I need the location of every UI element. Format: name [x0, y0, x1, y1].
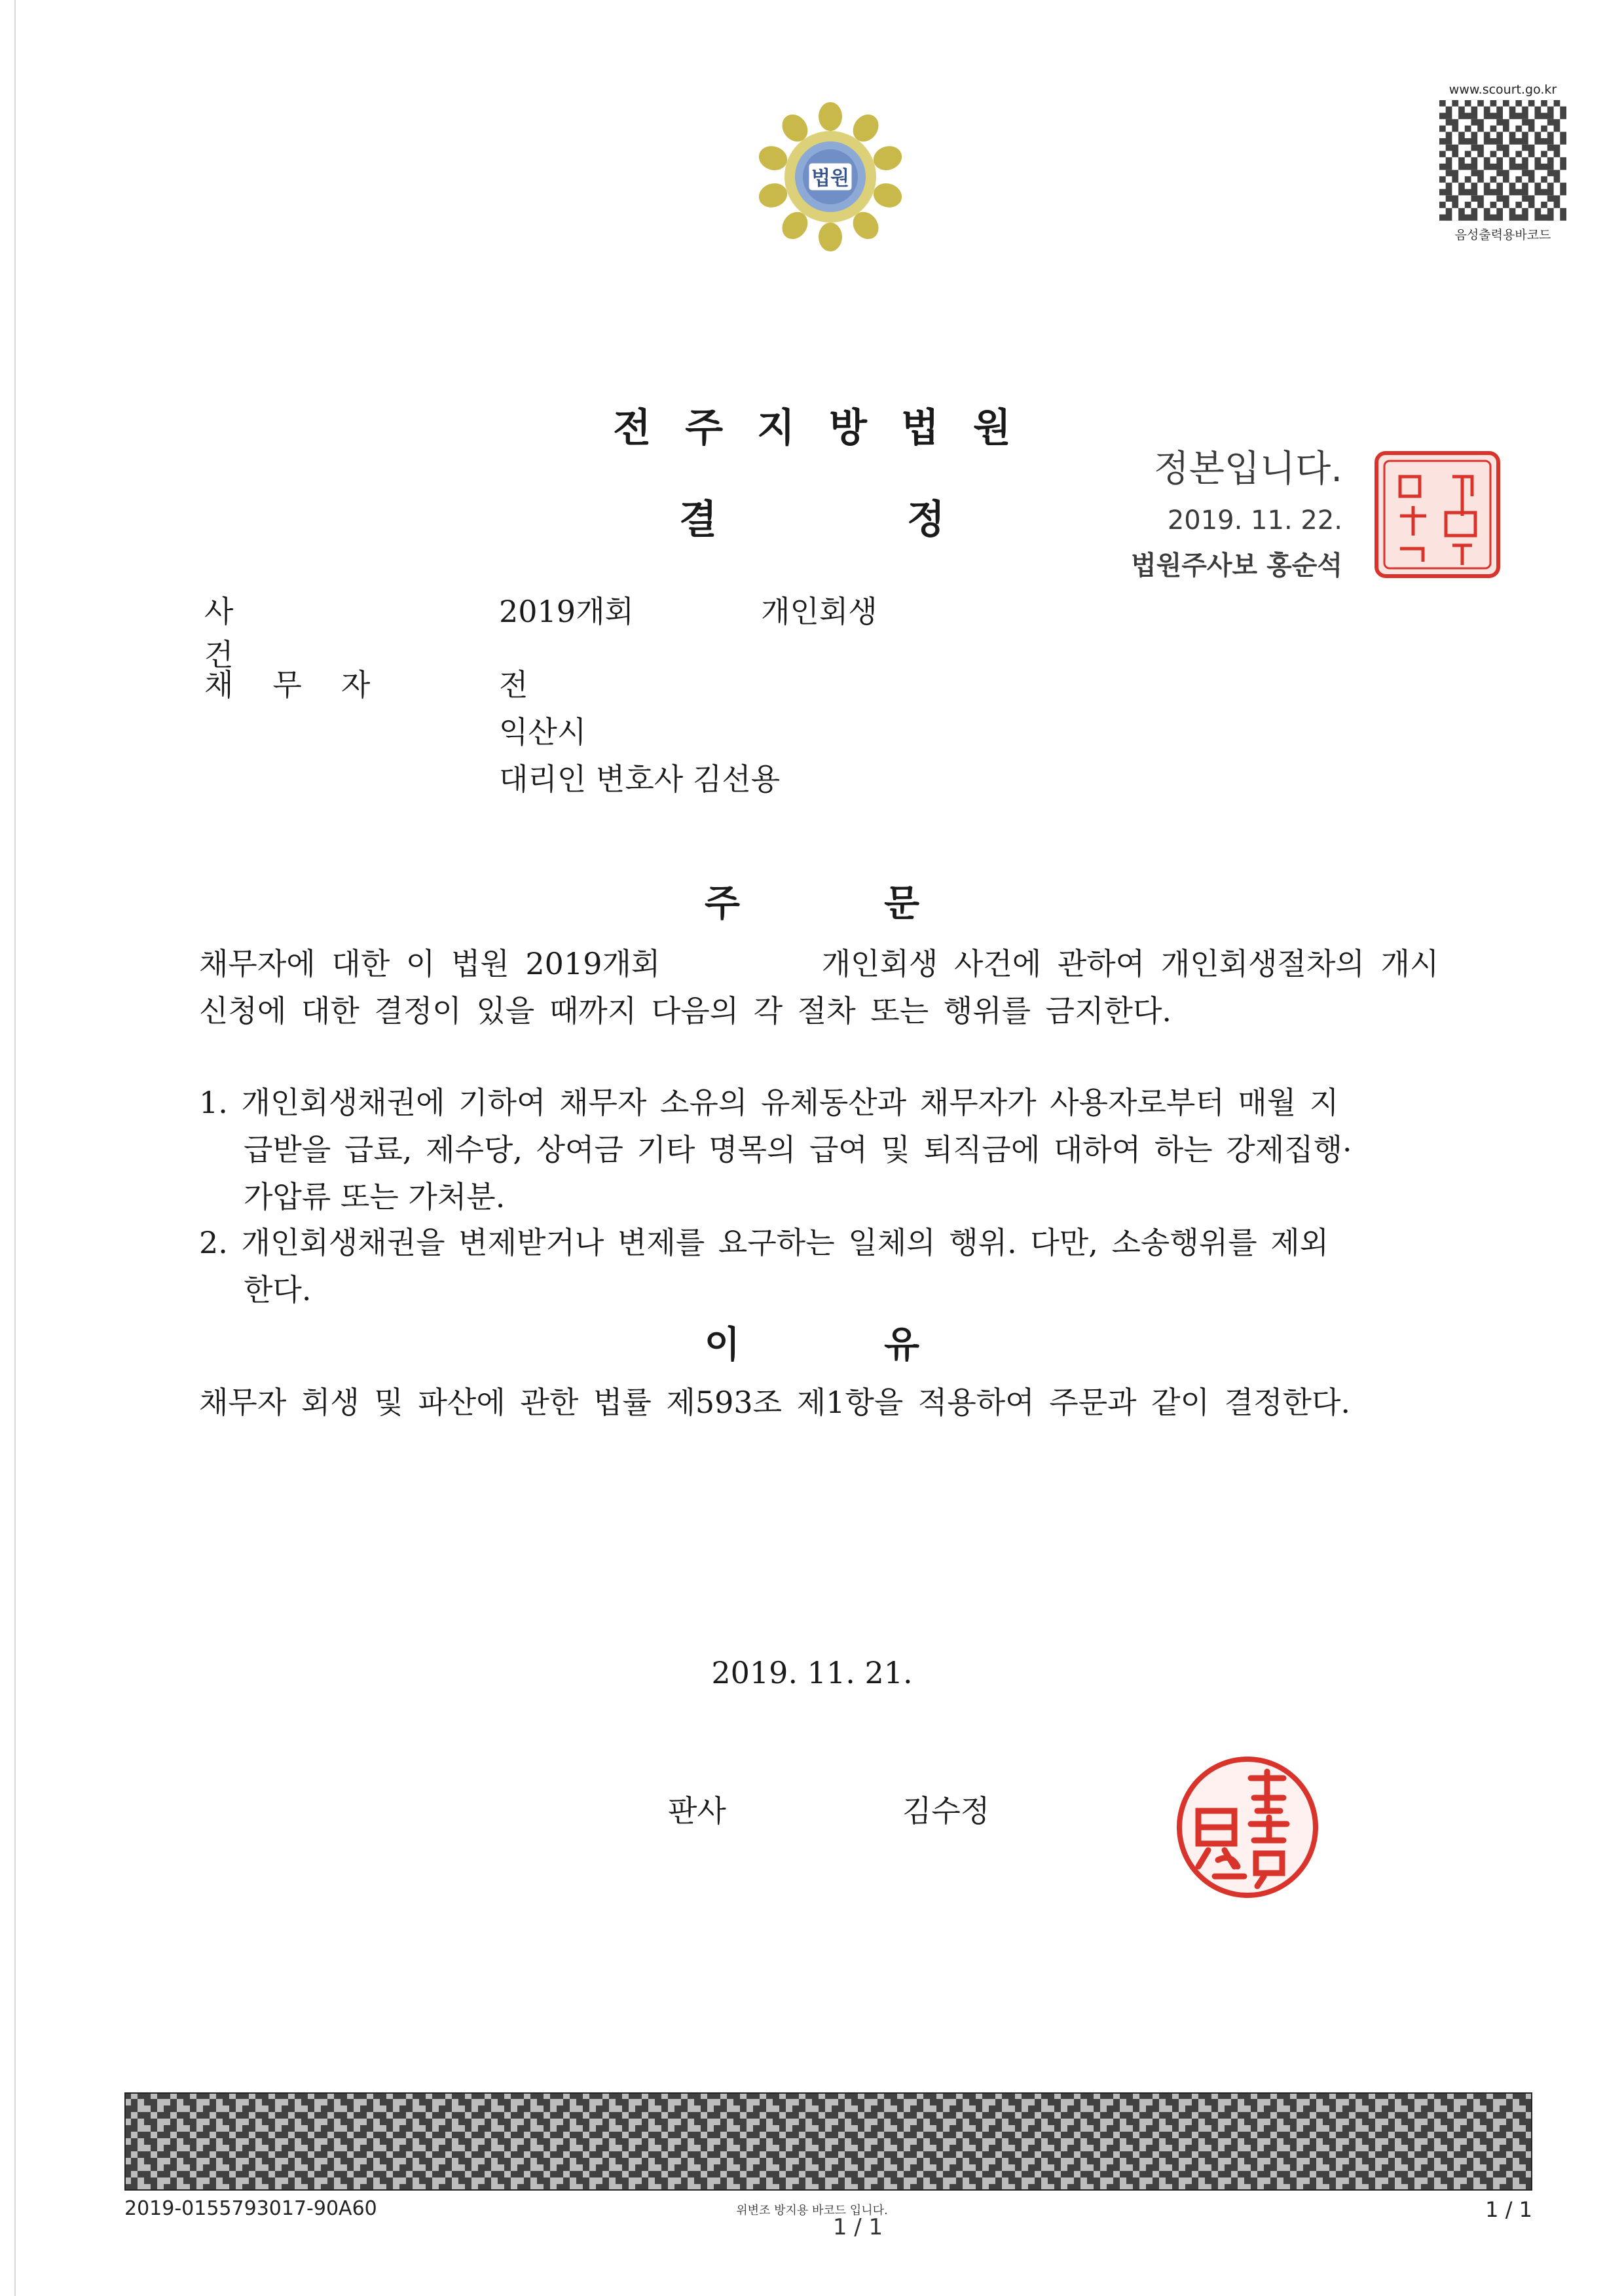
- certification-officer: 법원주사보 홍순석: [1130, 551, 1342, 581]
- judge-seal-round: [1172, 1752, 1323, 1903]
- court-name-title: 전주지방법원: [613, 405, 1045, 451]
- order-item1-line1: 1. 개인회생채권에 기하여 채무자 소유의 유체동산과 채무자가 사용자로부터 매월 지: [199, 1085, 1339, 1120]
- certification-date: 2019. 11. 22.: [1167, 505, 1342, 536]
- barcode-note: 위변조 방지용 바코드 입니다.: [736, 2204, 888, 2217]
- debtor-address: 익산시: [499, 714, 587, 750]
- qr-url: www.scourt.go.kr: [1449, 82, 1557, 97]
- qr-caption: 음성출력용바코드: [1454, 228, 1551, 242]
- debtor-name: 전: [499, 667, 528, 702]
- debtor-label: 채무자: [204, 667, 410, 702]
- certified-copy-label: 정본입니다.: [1153, 448, 1342, 490]
- qr-code-icon: [1439, 100, 1566, 221]
- reason-text: 채무자 회생 및 파산에 관한 법률 제593조 제1항을 적용하여 주문과 같이 결정한다.: [199, 1385, 1351, 1420]
- page-number-center: 1 / 1: [832, 2214, 883, 2240]
- case-type: 개인회생: [761, 594, 877, 629]
- order-text-line1: 채무자에 대한 이 법원 2019개회 개인회생 사건에 관하여 개인회생절차의 개시: [199, 946, 1439, 981]
- judge-name: 김수정: [902, 1793, 990, 1829]
- emblem-text: 법원: [811, 167, 849, 190]
- order-item1-line2: 급받을 급료, 제수당, 상여금 기타 명목의 급여 및 퇴직금에 대하여 하는 강제집행·: [244, 1132, 1352, 1167]
- court-emblem-icon: [752, 98, 909, 255]
- judge-title: 판사: [668, 1793, 726, 1829]
- order-item2-line1: 2. 개인회생채권을 변제받거나 변제를 요구하는 일체의 행위. 다만, 소송행위를 제외: [199, 1225, 1329, 1260]
- reason-heading: 이유: [704, 1324, 1064, 1366]
- anti-forgery-barcode: [124, 2092, 1532, 2191]
- document-type-title: 결정: [679, 497, 1135, 543]
- page-number-right: 1 / 1: [1485, 2197, 1532, 2222]
- order-text-line2: 신청에 대한 결정이 있을 때까지 다음의 각 절차 또는 행위를 금지한다.: [199, 993, 1172, 1029]
- court-seal-square: [1374, 450, 1501, 579]
- debtor-agent: 대리인 변호사 김선용: [499, 761, 781, 797]
- page-edge: [14, 0, 16, 2296]
- document-id: 2019-0155793017-90A60: [124, 2197, 377, 2220]
- order-heading: 주문: [704, 883, 1064, 925]
- case-label: 사건: [204, 594, 378, 672]
- case-number: 2019개회: [499, 594, 634, 629]
- decision-date: 2019. 11. 21.: [711, 1655, 913, 1690]
- order-item2-line2: 한다.: [244, 1272, 312, 1307]
- order-item1-line3: 가압류 또는 가처분.: [244, 1179, 506, 1214]
